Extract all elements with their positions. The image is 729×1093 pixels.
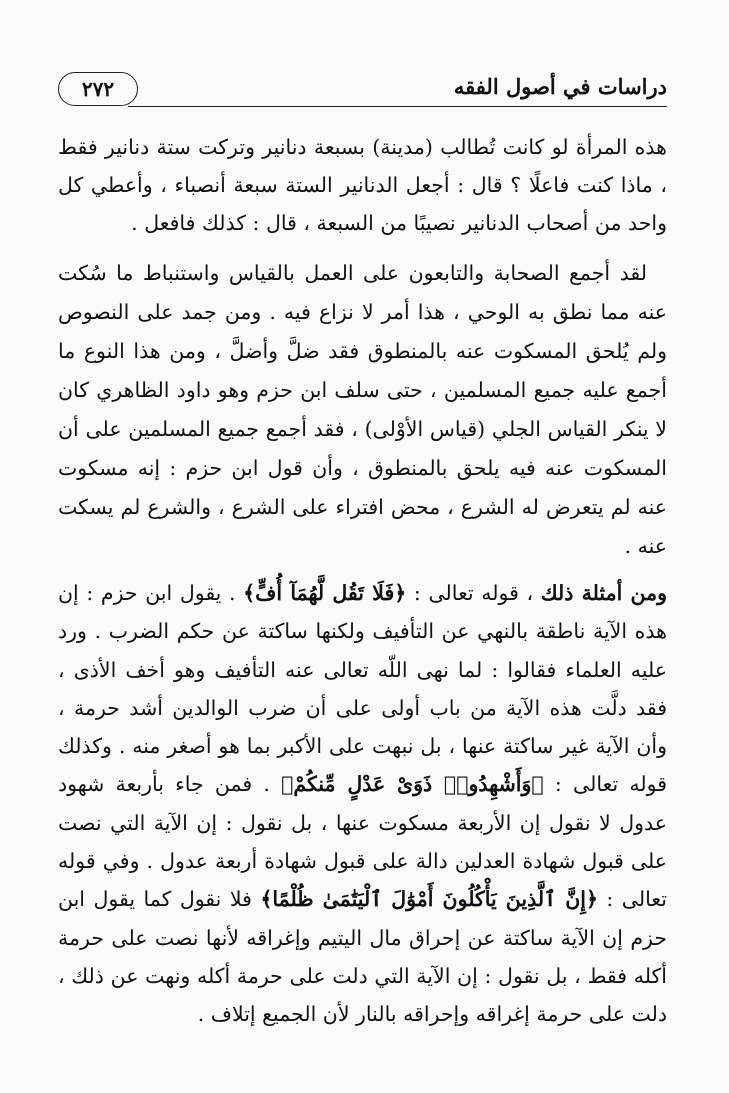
- paragraph-3-text-b: . يقول ابن حزم : إن هذه الآية ناطقة بالنهي عن التأفيف ولكنها ساكتة عن حكم الضرب . ورد عليه العلماء فقالوا : لما نهى اللّه تعالى عنه التأفيف وهو أخف الأذى ، فقد دلَّت هذه الآية من باب أولى على أن ضرب الوالدين أشد حرمة ، وأن الآية غير ساكتة عنها ، بل نبهت على الأكبر بما هو أصغر منه . وكذلك قوله تعالى :: [58, 581, 667, 797]
- header-rule: [128, 106, 667, 107]
- page-body: [58, 128, 667, 1034]
- paragraph-2: لقد أجمع الصحابة والتابعون على العمل بالقياس واستنباط ما سُكت عنه مما نطق به الوحي ، هذا أمر لا نزاع فيه . ومن جمد على النصوص ولم يُلحق المسكوت عنه بالمنطوق فقد ضلَّ وأضلَّ ، ومن هذا النوع ما أجمع عليه جميع المسلمين ، حتى سلف ابن حزم وهو داود الظاهري كان لا ينكر القياس الجلي (قياس الأوْلى) ، فقد أجمع جميع المسلمين على أن المسكوت عنه فيه يلحق بالمنطوق ، وأن قول ابن حزم : إنه مسكوت عنه لم يتعرض له الشرع ، محض افتراء على الشرع ، والشرع لم يسكت عنه .: [58, 261, 667, 558]
- page-number-badge: ٢٧٢: [58, 72, 138, 106]
- paragraph-3: [58, 574, 667, 1034]
- quran-verse-2: ﴿وَأَشْهِدُوا۟ ذَوَىْ عَدْلٍ مِّنكُمْ﴾: [281, 772, 544, 797]
- paragraph-3-text-c: . فمن جاء بأربعة شهود عدول لا نقول إن الأربعة مسكوت عنها ، بل نقول : إن الآية التي نصت على قبول شهادة العدلين دالة على قبول شهادة أربعة عدول . وفي قوله تعالى :: [58, 772, 667, 912]
- page-header: [58, 70, 667, 114]
- quran-verse-3: ﴿إِنَّ ٱلَّذِينَ يَأْكُلُونَ أَمْوَٰلَ ٱلْيَتَٰمَىٰ ظُلْمًا﴾: [260, 887, 598, 912]
- paragraph-3-text-a: ، قوله تعالى :: [406, 581, 541, 605]
- paragraph-1: هذه المرأة لو كانت تُطالب (مدينة) بسبعة دنانير وتركت ستة دنانير فقط ، ماذا كنت فاعلًا ؟ قال : أجعل الدنانير الستة سبعة أنصباء ، وأعطي كل واحد من أصحاب الدنانير نصيبًا من السبعة ، قال : كذلك فافعل .: [58, 135, 667, 235]
- quran-verse-1: ﴿فَلَا تَقُل لَّهُمَآ أُفٍّ﴾: [243, 581, 407, 605]
- running-title: دراسات في أصول الفقه: [453, 74, 667, 99]
- paragraph-3-lead: ومن أمثلة ذلك: [540, 581, 668, 605]
- paragraph-3-text-d: فلا نقول كما يقول ابن حزم إن الآية ساكتة عن إحراق مال اليتيم وإغراقه لأنها نصت على حرمة أكله فقط ، بل نقول : إن الآية التي دلت على حرمة أكله ونهت عن ذلك ، دلت على حرمة إغراقه وإحراقه بالنار لأن الجميع إتلاف .: [58, 887, 667, 1027]
